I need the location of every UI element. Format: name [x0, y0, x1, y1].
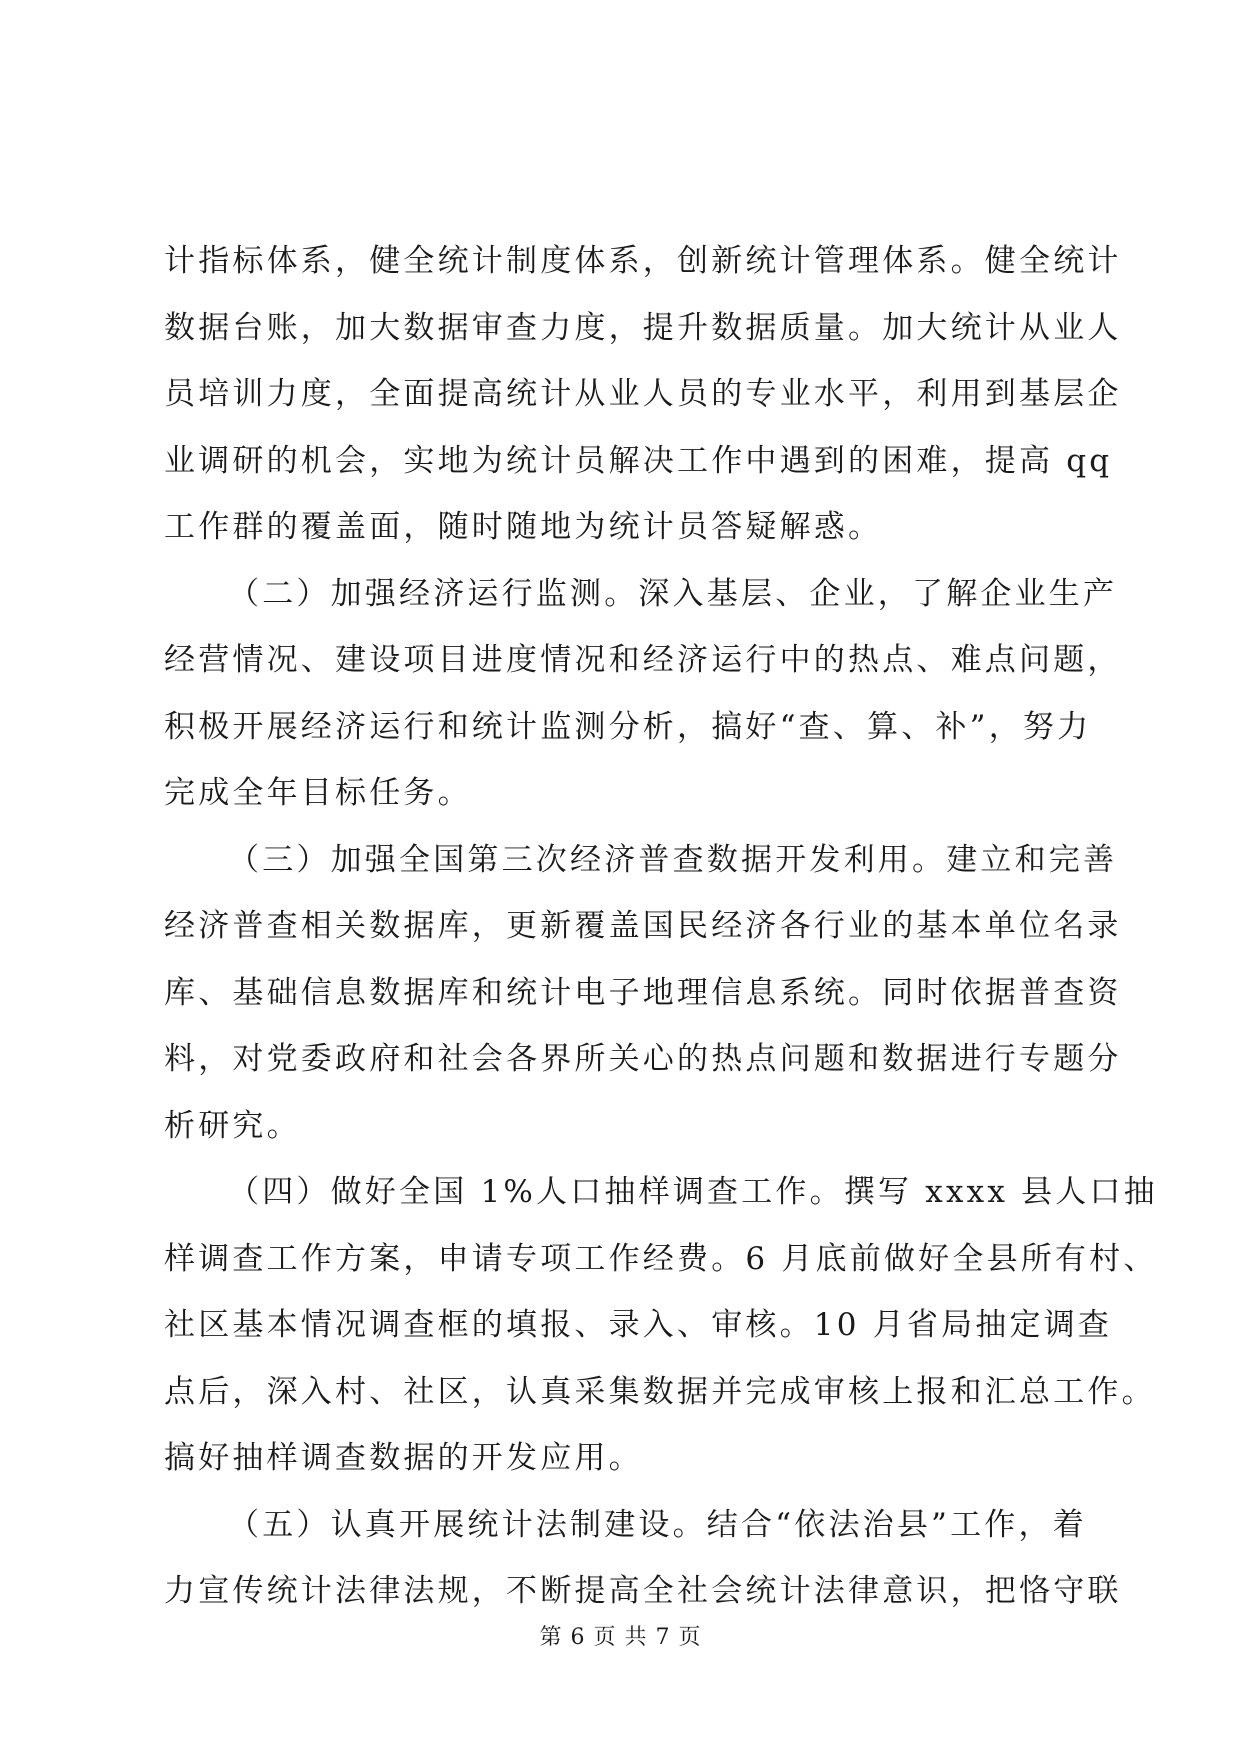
text-line: 样调查工作方案，申请专项工作经费。6 月底前做好全县所有村、	[164, 1240, 1158, 1277]
text-line: 计指标体系，健全统计制度体系，创新统计管理体系。健全统计	[164, 243, 1122, 279]
text-line: 点后，深入村、社区，认真采集数据并完成审核上报和汇总工作。	[164, 1373, 1156, 1410]
text-line: 员培训力度，全面提高统计从业人员的专业水平，利用到基层企	[164, 376, 1122, 412]
text-line: 经营情况、建设项目进度情况和经济运行中的热点、难点问题，	[164, 642, 1122, 678]
text-line: （三）加强全国第三次经济普查数据开发利用。建立和完善	[228, 841, 1118, 878]
text-line: （五）认真开展统计法制建设。结合“依法治县”工作，着	[228, 1506, 1087, 1543]
text-line: 数据台账，加大数据审查力度，提升数据质量。加大统计从业人	[164, 309, 1122, 346]
page-footer: 第 6 页 共 7 页	[539, 1625, 702, 1650]
text-line: 经济普查相关数据库，更新覆盖国民经济各行业的基本单位名录	[164, 908, 1122, 944]
text-line: 工作群的覆盖面，随时随地为统计员答疑解惑。	[164, 509, 883, 545]
text-line: 积极开展经济运行和统计监测分析，搞好“查、算、补”，努力	[164, 708, 1092, 745]
text-line: 搞好抽样调查数据的开发应用。	[164, 1440, 643, 1476]
text-line: 析研究。	[164, 1107, 301, 1144]
text-line: （四）做好全国 1%人口抽样调查工作。撰写 xxxx 县人口抽	[228, 1174, 1158, 1210]
body-text	[164, 228, 1158, 1625]
text-line: 业调研的机会，实地为统计员解决工作中遇到的困难，提高 qq	[164, 442, 1113, 479]
text-line: 完成全年目标任务。	[164, 775, 472, 811]
text-line: （二）加强经济运行监测。深入基层、企业，了解企业生产	[228, 575, 1118, 612]
text-line: 料，对党委政府和社会各界所关心的热点问题和数据进行专题分	[164, 1041, 1122, 1077]
text-line: 库、基础信息数据库和统计电子地理信息系统。同时依据普查资	[164, 974, 1122, 1011]
text-line: 社区基本情况调查框的填报、录入、审核。10 月省局抽定调查	[164, 1307, 1113, 1343]
text-line: 力宣传统计法律法规，不断提高全社会统计法律意识，把恪守联	[164, 1573, 1122, 1609]
